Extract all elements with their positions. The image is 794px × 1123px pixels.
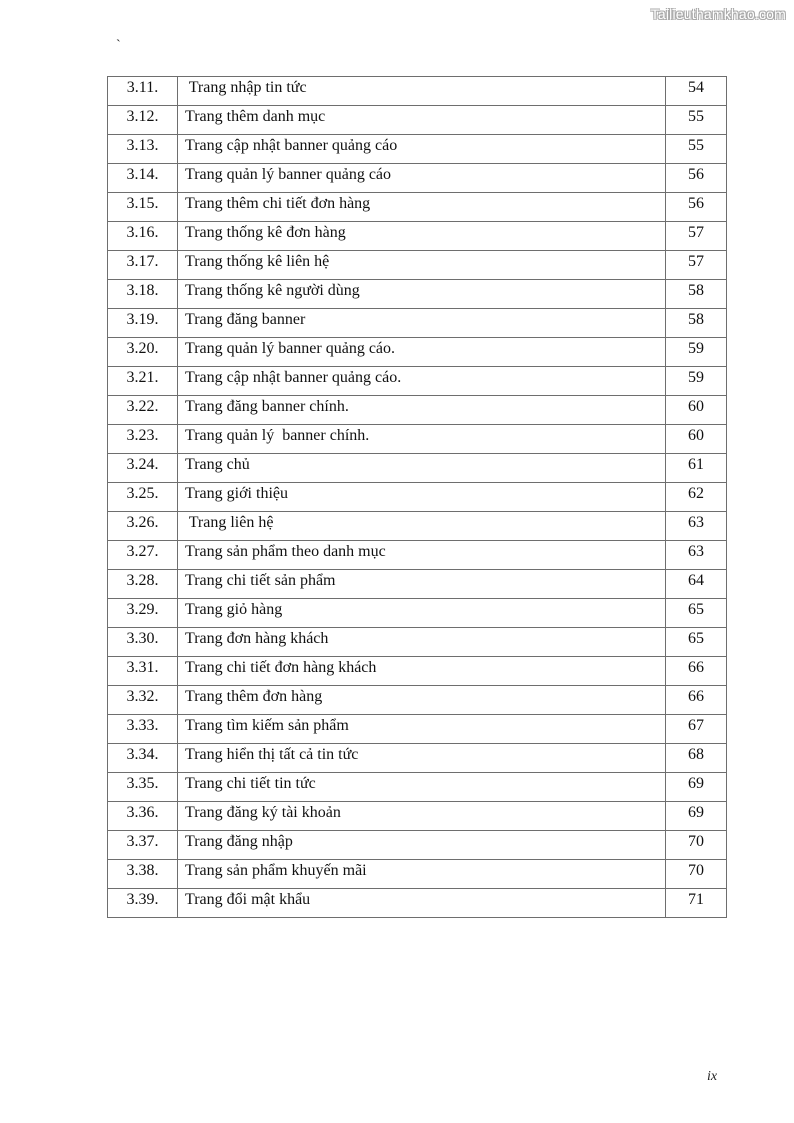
figure-title: Trang chi tiết đơn hàng khách (178, 657, 666, 686)
figure-number: 3.23. (108, 425, 178, 454)
figure-number: 3.28. (108, 570, 178, 599)
figure-title: Trang giỏ hàng (178, 599, 666, 628)
table-row (108, 193, 727, 222)
figure-title: Trang đăng ký tài khoản (178, 802, 666, 831)
table-row (108, 889, 727, 918)
table-row (108, 77, 727, 106)
table-row (108, 164, 727, 193)
page-reference: 70 (666, 860, 727, 889)
page-reference: 57 (666, 251, 727, 280)
figure-title: Trang thêm chi tiết đơn hàng (178, 193, 666, 222)
page-reference: 56 (666, 193, 727, 222)
page-reference: 63 (666, 512, 727, 541)
table-row (108, 570, 727, 599)
page-reference: 64 (666, 570, 727, 599)
page-reference: 63 (666, 541, 727, 570)
figure-number: 3.14. (108, 164, 178, 193)
figure-list-table (107, 76, 727, 918)
figure-number: 3.22. (108, 396, 178, 425)
figure-title: Trang đơn hàng khách (178, 628, 666, 657)
table-row (108, 541, 727, 570)
table-row (108, 773, 727, 802)
page-reference: 56 (666, 164, 727, 193)
figure-title: Trang giới thiệu (178, 483, 666, 512)
table-row (108, 715, 727, 744)
table-row (108, 512, 727, 541)
figure-number: 3.15. (108, 193, 178, 222)
table-row (108, 831, 727, 860)
figure-number: 3.24. (108, 454, 178, 483)
table-row (108, 657, 727, 686)
figure-number: 3.18. (108, 280, 178, 309)
figure-number: 3.33. (108, 715, 178, 744)
figure-title: Trang thống kê liên hệ (178, 251, 666, 280)
figure-title: Trang sản phẩm theo danh mục (178, 541, 666, 570)
table-row (108, 744, 727, 773)
page-reference: 69 (666, 802, 727, 831)
page-reference: 59 (666, 338, 727, 367)
figure-title: Trang liên hệ (178, 512, 666, 541)
figure-number: 3.16. (108, 222, 178, 251)
table-row (108, 338, 727, 367)
page-reference: 55 (666, 135, 727, 164)
page-reference: 70 (666, 831, 727, 860)
figure-title: Trang sản phẩm khuyến mãi (178, 860, 666, 889)
page-reference: 61 (666, 454, 727, 483)
figure-title: Trang thống kê người dùng (178, 280, 666, 309)
table-row (108, 483, 727, 512)
figure-title: Trang thêm đơn hàng (178, 686, 666, 715)
figure-title: Trang đổi mật khẩu (178, 889, 666, 918)
page-reference: 71 (666, 889, 727, 918)
figure-number: 3.30. (108, 628, 178, 657)
figure-number: 3.34. (108, 744, 178, 773)
page-reference: 68 (666, 744, 727, 773)
table-row (108, 425, 727, 454)
figure-title: Trang thêm danh mục (178, 106, 666, 135)
table-row (108, 628, 727, 657)
figure-number: 3.35. (108, 773, 178, 802)
figure-number: 3.29. (108, 599, 178, 628)
page-reference: 58 (666, 280, 727, 309)
page-reference: 54 (666, 77, 727, 106)
stray-mark: ` (116, 38, 121, 53)
page-reference: 55 (666, 106, 727, 135)
page-reference: 62 (666, 483, 727, 512)
figure-number: 3.39. (108, 889, 178, 918)
figure-number: 3.21. (108, 367, 178, 396)
page-reference: 59 (666, 367, 727, 396)
figure-number: 3.32. (108, 686, 178, 715)
figure-title: Trang chi tiết sản phẩm (178, 570, 666, 599)
table-row (108, 396, 727, 425)
figure-number: 3.13. (108, 135, 178, 164)
figure-number: 3.20. (108, 338, 178, 367)
watermark: Tailieuthamkhao.com (650, 6, 786, 22)
figure-list-body (108, 77, 727, 918)
table-row (108, 222, 727, 251)
table-row (108, 860, 727, 889)
page-reference: 60 (666, 396, 727, 425)
page-reference: 67 (666, 715, 727, 744)
figure-title: Trang chủ (178, 454, 666, 483)
table-row (108, 309, 727, 338)
page-reference: 65 (666, 628, 727, 657)
page-reference: 58 (666, 309, 727, 338)
table-row (108, 280, 727, 309)
page-reference: 66 (666, 657, 727, 686)
figure-title: Trang quản lý banner quảng cáo (178, 164, 666, 193)
table-row (108, 367, 727, 396)
figure-title: Trang chi tiết tin tức (178, 773, 666, 802)
table-row (108, 251, 727, 280)
figure-number: 3.36. (108, 802, 178, 831)
figure-number: 3.27. (108, 541, 178, 570)
table-row (108, 599, 727, 628)
page-reference: 66 (666, 686, 727, 715)
figure-number: 3.25. (108, 483, 178, 512)
table-row (108, 802, 727, 831)
figure-number: 3.12. (108, 106, 178, 135)
figure-title: Trang cập nhật banner quảng cáo (178, 135, 666, 164)
figure-title: Trang quản lý banner quảng cáo. (178, 338, 666, 367)
figure-title: Trang đăng nhập (178, 831, 666, 860)
figure-title: Trang đăng banner chính. (178, 396, 666, 425)
figure-number: 3.38. (108, 860, 178, 889)
page-reference: 57 (666, 222, 727, 251)
page-reference: 65 (666, 599, 727, 628)
figure-number: 3.11. (108, 77, 178, 106)
figure-number: 3.19. (108, 309, 178, 338)
table-row (108, 686, 727, 715)
page-number: ix (707, 1069, 718, 1084)
figure-title: Trang tìm kiếm sản phẩm (178, 715, 666, 744)
figure-number: 3.31. (108, 657, 178, 686)
figure-title: Trang thống kê đơn hàng (178, 222, 666, 251)
page-reference: 60 (666, 425, 727, 454)
figure-title: Trang đăng banner (178, 309, 666, 338)
figure-title: Trang nhập tin tức (178, 77, 666, 106)
figure-number: 3.17. (108, 251, 178, 280)
figure-title: Trang hiển thị tất cả tin tức (178, 744, 666, 773)
page-reference: 69 (666, 773, 727, 802)
figure-number: 3.26. (108, 512, 178, 541)
figure-title: Trang quản lý banner chính. (178, 425, 666, 454)
table-row (108, 106, 727, 135)
figure-number: 3.37. (108, 831, 178, 860)
table-row (108, 454, 727, 483)
figure-title: Trang cập nhật banner quảng cáo. (178, 367, 666, 396)
table-row (108, 135, 727, 164)
